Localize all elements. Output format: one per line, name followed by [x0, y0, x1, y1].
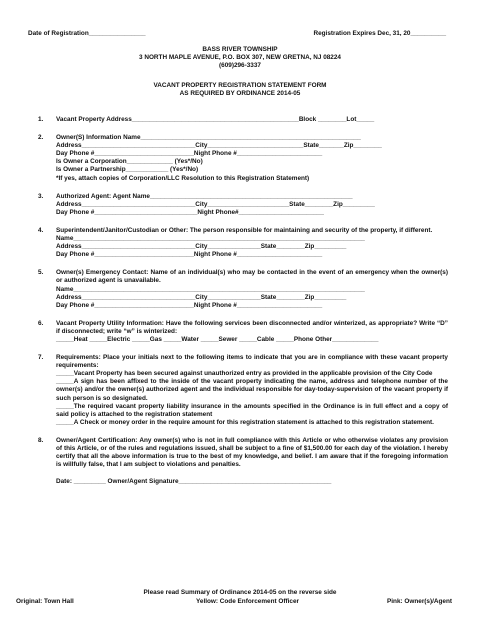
- section-7-text: Requirements: Place your initials next to the following items to indicate that you are in compliance with these vacant property requirements:: [56, 354, 448, 370]
- superintendent-address-field[interactable]: Address________________________________City_______________State________Zip_________: [56, 243, 347, 251]
- org-phone: (609)296-3337: [219, 62, 261, 70]
- requirement-insurance-item[interactable]: _____The required vacant property liability insurance in the amounts specified in the Ordinance is in full effect and a copy of said policy is attached to the registration statement: [56, 402, 448, 418]
- agent-name-field[interactable]: Authorized Agent: Agent Name_________________________________________________________: [56, 192, 353, 200]
- emergency-address-field[interactable]: Address________________________________City_______________State________Zip_________: [56, 293, 347, 301]
- section-number: 8.: [38, 436, 44, 444]
- property-address-field[interactable]: Vacant Property Address_______________________________________________Block ________Lot_____: [56, 116, 375, 123]
- section-number: 2.: [38, 134, 44, 142]
- agent-address-field[interactable]: Address________________________________City_______________________State________Zip_________: [56, 200, 375, 208]
- section-number: 3.: [38, 192, 44, 200]
- form-body: [38, 116, 448, 486]
- owner-name-field[interactable]: Owner(S) Information Name______________________________________________________________: [56, 134, 361, 142]
- section-number: 1.: [38, 116, 44, 123]
- requirement-secured-item[interactable]: _____Vacant Property has been secured against unauthorized entry as provided in the applicable provision of the City Code: [56, 370, 433, 378]
- section-4-superintendent: [38, 227, 448, 259]
- section-7-requirements: [38, 354, 448, 427]
- copy-original: Original: Town Hall: [16, 598, 74, 605]
- section-number: 6.: [38, 319, 44, 327]
- section-1-property-address: [38, 116, 448, 124]
- reverse-side-note: Please read Summary of Ordinance 2014-05 on the reverse side: [143, 589, 337, 596]
- section-6-text: Vacant Property Utility Information: Have the following services been disconnected and/or winterized, as appropriate? Write “D” if disconnected; write “w” is winterized:: [56, 319, 448, 335]
- requirement-payment-item[interactable]: _____A Check or money order in the require amount for this registration statement is attached to this registration statement.: [56, 418, 434, 426]
- registration-expires-field[interactable]: Registration Expires Dec, 31, 20__________: [313, 30, 446, 37]
- section-8-text: Owner/Agent Certification: Any owner(s) who is not in full compliance with this Article or who otherwise violates any provision of this Article, or of the rules and regulations issued, shall be subject to a fine of $1,500.00 for each day of the violation. I hereby certify that all the above information is true to the best of my knowledge, and belief. I am aware that if the foregoing information is willfully false, that I am subject to violations and penalties.: [56, 436, 448, 469]
- copy-yellow: Yellow: Code Enforcement Officer: [196, 598, 299, 605]
- emergency-name-field[interactable]: Name__________________________________________________________________________________: [56, 285, 365, 293]
- section-number: 4.: [38, 226, 44, 234]
- agent-phone-field[interactable]: Day Phone #_____________________________Night Phone#________________________: [56, 208, 324, 216]
- org-address: 3 NORTH MAPLE AVENUE, P.O. BOX 307, NEW GRETNA, NJ 08224: [139, 54, 341, 62]
- section-2-owner-info: [38, 134, 448, 183]
- section-8-certification: [38, 437, 448, 469]
- requirement-sign-item[interactable]: _____A sign has been affixed to the inside of the vacant property indicating the name, address and telephone number of the owner(s) and/or the owner(s) authorized agent and the individual responsible for day-today-supervision of the vacant property if such person is so designated.: [56, 378, 448, 402]
- section-3-authorized-agent: [38, 193, 448, 217]
- section-number: 5.: [38, 269, 44, 277]
- owner-note: *If yes, attach copies of Corporation/LLC Resolution to this Registration Statement): [56, 174, 310, 182]
- date-of-registration-field[interactable]: Date of Registration________________: [28, 30, 146, 37]
- copy-distribution: [16, 598, 452, 607]
- superintendent-name-field[interactable]: Name__________________________________________________________________________________: [56, 235, 365, 243]
- owner-corporation-field[interactable]: Is Owner a Corporation_____________ (Yes*/No): [56, 158, 203, 166]
- superintendent-phone-field[interactable]: Day Phone #____________________________Night Phone #________________________: [56, 251, 323, 259]
- owner-address-field[interactable]: Address________________________________City___________________________State_______Zip________: [56, 142, 382, 150]
- section-5-text: Owner(s) Emergency Contact: Name of an individual(s) who may be contacted in the event of an emergency when the owner(s) or authorized agent is unavailable.: [56, 269, 448, 285]
- letterhead: [0, 46, 480, 70]
- form-title: [0, 82, 480, 98]
- form-title-line1: VACANT PROPERTY REGISTRATION STATEMENT FORM: [153, 82, 327, 89]
- section-number: 7.: [38, 354, 44, 362]
- utility-status-fields[interactable]: _____Heat _____Electric _____Gas _____Water _____Sewer _____Cable _____Phone Other_____________: [56, 335, 379, 343]
- section-5-emergency-contact: [38, 269, 448, 309]
- section-6-utilities: [38, 320, 448, 344]
- copy-pink: Pink: Owner(s)/Agent: [387, 598, 452, 605]
- top-line: [28, 30, 446, 39]
- emergency-phone-field[interactable]: Day Phone #____________________________Night Phone #________________________: [56, 301, 323, 309]
- owner-phone-field[interactable]: Day Phone #____________________________Night Phone #________________________: [56, 150, 323, 158]
- section-4-text: Superintendent/Janitor/Custodian or Other: The person responsible for maintaining and security of the property, if different.: [56, 226, 433, 234]
- signature-line[interactable]: Date: _________ Owner/Agent Signature___________________________________________: [56, 478, 332, 486]
- org-name: BASS RIVER TOWNSHIP: [202, 46, 278, 53]
- form-title-line2: AS REQUIRED BY ORDINANCE 2014-05: [179, 90, 301, 98]
- owner-partnership-field[interactable]: Is Owner a Partnership____________ (Yes*/No): [56, 166, 199, 174]
